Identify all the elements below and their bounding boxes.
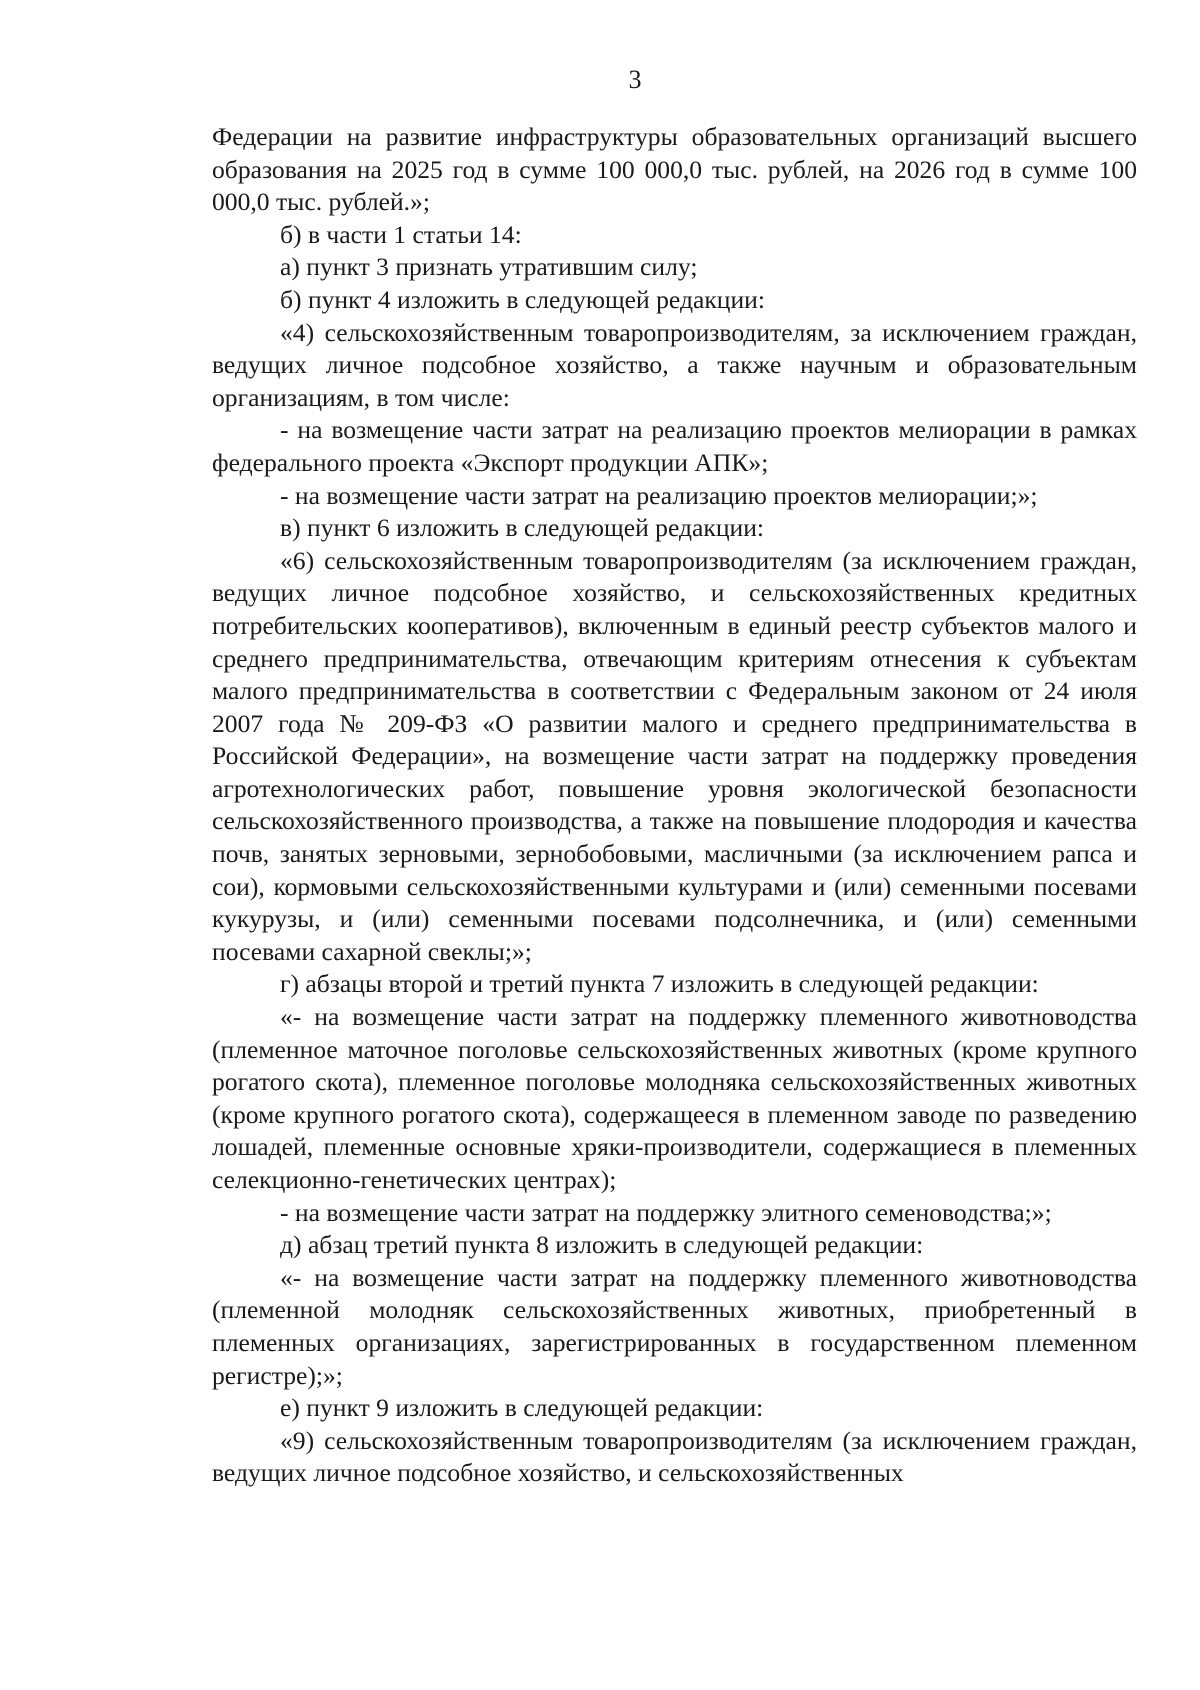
paragraph: - на возмещение части затрат на поддержку элитного семеноводства;»; bbox=[280, 1197, 1052, 1227]
document-body bbox=[212, 121, 1137, 1490]
paragraph: «9) сельскохозяйственным товаропроизводителям (за исключением граждан, ведущих личное подсобное хозяйство, и сельскохозяйственных bbox=[212, 1425, 1137, 1488]
paragraph: е) пункт 9 изложить в следующей редакции: bbox=[280, 1393, 764, 1423]
paragraph: б) пункт 4 изложить в следующей редакции: bbox=[280, 284, 765, 314]
paragraph: б) в части 1 статьи 14: bbox=[280, 219, 522, 249]
paragraph: д) абзац третий пункта 8 изложить в следующей редакции: bbox=[280, 1230, 924, 1260]
paragraph: «- на возмещение части затрат на поддержку племенного животноводства (племенное маточное поголовье сельскохозяйственных животных (кроме крупного рогатого скота), племенное поголовье молодняка сельскохозяйственных животных (кроме крупного рогатого скота), содержащееся в племенном заводе по разведению лошадей, племенные основные хряки-производители, содержащиеся в племенных селекционно-генетических центрах); bbox=[212, 1002, 1137, 1194]
paragraph: в) пункт 6 изложить в следующей редакции: bbox=[280, 513, 765, 543]
paragraph: «- на возмещение части затрат на поддержку племенного животноводства (племенной молодняк сельскохозяйственных животных, приобретенный в племенных организациях, зарегистрированных в государственном племенном регистре);»; bbox=[212, 1262, 1137, 1390]
paragraph: - на возмещение части затрат на реализацию проектов мелиорации;»; bbox=[280, 480, 1038, 510]
page-number: 3 bbox=[628, 65, 642, 94]
paragraph: «4) сельскохозяйственным товаропроизводителям, за исключением граждан, ведущих личное подсобное хозяйство, а также научным и образовательным организациям, в том числе: bbox=[212, 317, 1137, 412]
paragraph: г) абзацы второй и третий пункта 7 изложить в следующей редакции: bbox=[280, 969, 1039, 999]
paragraph: - на возмещение части затрат на реализацию проектов мелиорации в рамках федерального проекта «Экспорт продукции АПК»; bbox=[212, 415, 1137, 477]
paragraph: Федерации на развитие инфраструктуры образовательных организаций высшего образования на 2025 год в сумме 100 000,0 тыс. рублей, на 2026 год в сумме 100 000,0 тыс. рублей.»; bbox=[212, 122, 1137, 217]
paragraph: «6) сельскохозяйственным товаропроизводителям (за исключением граждан, ведущих личное подсобное хозяйство, и сельскохозяйственных кредитных потребительских кооперативов), включенным в единый реестр субъектов малого и среднего предпринимательства, отвечающим критериям отнесения к субъектам малого предпринимательства в соответствии с Федеральным законом от 24 июля 2007 года № 209-ФЗ «О развитии малого и среднего предпринимательства в Российской Федерации», на возмещение части затрат на поддержку проведения агротехнологических работ, повышение уровня экологической безопасности сельскохозяйственного производства, а также на повышение плодородия и качества почв, занятых зерновыми, зернобобовыми, масличными (за исключением рапса и сои), кормовыми сельскохозяйственными культурами и (или) семенными посевами кукурузы, и (или) семенными посевами подсолнечника, и (или) семенными посевами сахарной свеклы;»; bbox=[212, 545, 1137, 966]
paragraph: а) пункт 3 признать утратившим силу; bbox=[280, 252, 698, 282]
